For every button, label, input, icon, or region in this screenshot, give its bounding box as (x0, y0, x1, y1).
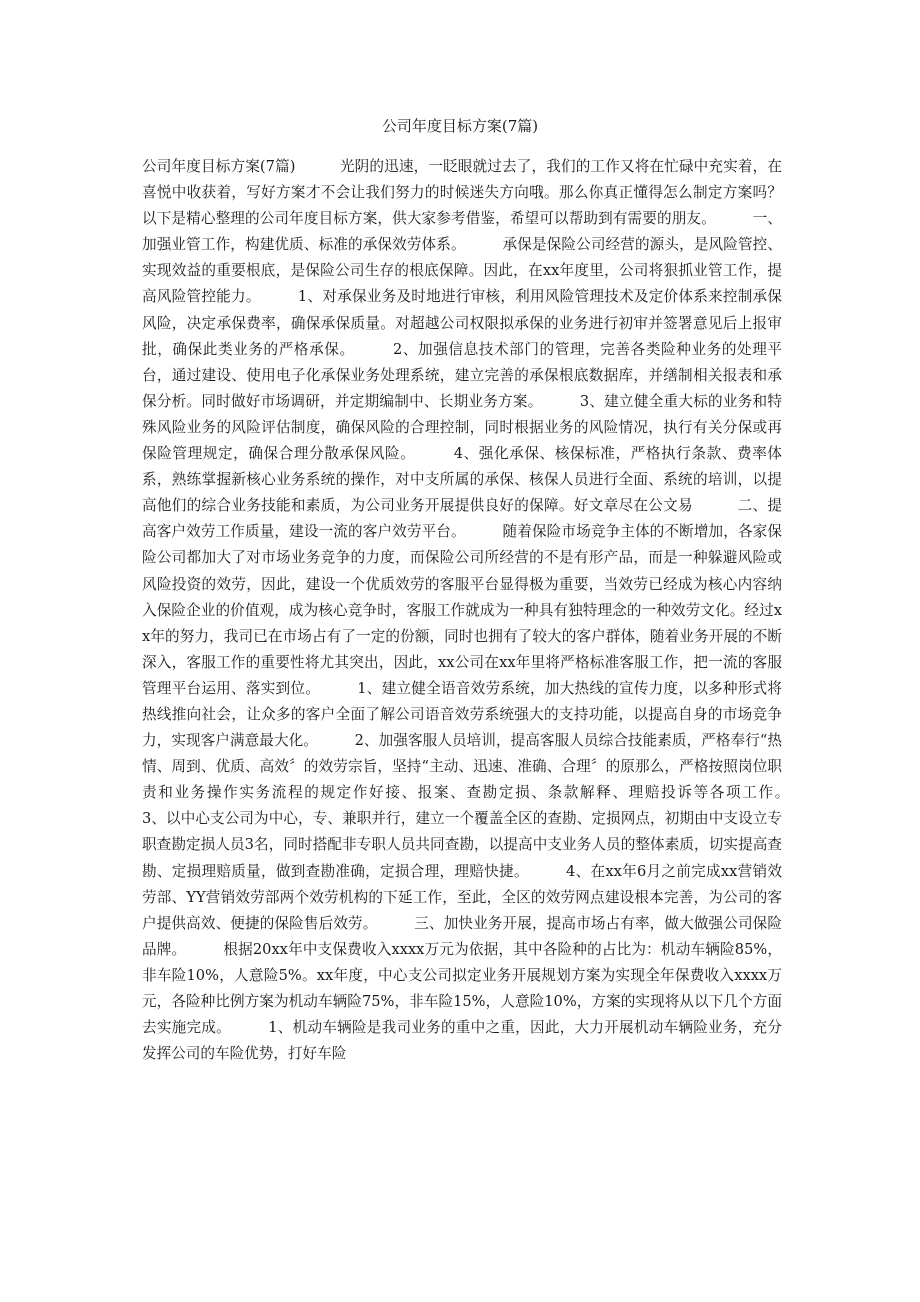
document-body: 公司年度目标方案(7篇) 光阴的迅速，一眨眼就过去了，我们的工作又将在忙碌中充实着，在喜悦中收获着，写好方案才不会让我们努力的时候迷失方向哦。那么你真正懂得怎么制定方案吗？以下是精心整理的公司年度目标方案，供大家参考借鉴，希望可以帮助到有需要的朋友。 一、加强业管工作，构建优质、标准的承保效劳体系。 承保是保险公司经营的源头，是风险管控、实现效益的重要根底，是保险公司生存的根底保障。因此，在xx年度里，公司将狠抓业管工作，提高风险管控能力。 1、对承保业务及时地进行审核，利用风险管理技术及定价体系来控制承保风险，决定承保费率，确保承保质量。对超越公司权限拟承保的业务进行初审并签署意见后上报审批，确保此类业务的严格承保。 2、加强信息技术部门的管理，完善各类险种业务的处理平台，通过建设、使用电子化承保业务处理系统，建立完善的承保根底数据库，并缮制相关报表和承保分析。同时做好市场调研，并定期编制中、长期业务方案。 3、建立健全重大标的业务和特殊风险业务的风险评估制度，确保风险的合理控制，同时根据业务的风险情况，执行有关分保或再保险管理规定，确保合理分散承保风险。 4、强化承保、核保标准，严格执行条款、费率体系，熟练掌握新核心业务系统的操作，对中支所属的承保、核保人员进行全面、系统的培训，以提高他们的综合业务技能和素质，为公司业务开展提供良好的保障。好文章尽在公文易 二、提高客户效劳工作质量，建设一流的客户效劳平台。 随着保险市场竞争主体的不断增加，各家保险公司都加大了对市场业务竞争的力度，而保险公司所经营的不是有形产品，而是一种躲避风险或风险投资的效劳，因此，建设一个优质效劳的客服平台显得极为重要，当效劳已经成为核心内容纳入保险企业的价值观，成为核心竞争时，客服工作就成为一种具有独特理念的一种效劳文化。经过xx年的努力，我司已在市场占有了一定的份额，同时也拥有了较大的客户群体，随着业务开展的不断深入，客服工作的重要性将尤其突出，因此，xx公司在xx年里将严格标准客服工作，把一流的客服管理平台运用、落实到位。 1、建立健全语音效劳系统，加大热线的宣传力度，以多种形式将热线推向社会，让众多的客户全面了解公司语音效劳系统强大的支持功能，以提高自身的市场竞争力，实现客户满意最大化。 2、加强客服人员培训，提高客服人员综合技能素质，严格奉行“热情、周到、优质、高效〞的效劳宗旨，坚持“主动、迅速、准确、合理〞的原那么，严格按照岗位职责和业务操作实务流程的规定作好接、报案、查勘定损、条款解释、理赔投诉等各项工作。 3、以中心支公司为中心，专、兼职并行，建立一个覆盖全区的查勘、定损网点，初期由中支设立专职查勘定损人员3名，同时搭配非专职人员共同查勘，以提高中支业务人员的整体素质，切实提高查勘、定损理赔质量，做到查勘准确，定损合理，理赔快捷。 4、在xx年6月之前完成xx营销效劳部、YY营销效劳部两个效劳机构的下延工作，至此，全区的效劳网点建设根本完善，为公司的客户提供高效、便捷的保险售后效劳。 三、加快业务开展，提高市场占有率，做大做强公司保险品牌。 根据20xx年中支保费收入xxxx万元为依据，其中各险种的占比为：机动车辆险85%，非车险10%，人意险5%。xx年度，中心支公司拟定业务开展规划方案为实现全年保费收入xxxx万元，各险种比例方案为机动车辆险75%，非车险15%，人意险10%，方案的实现将从以下几个方面去实施完成。 1、机动车辆险是我司业务的重中之重，因此，大力开展机动车辆险业务，充分发挥公司的车险优势，打好车险 (142, 158, 826, 1063)
document-title: 公司年度目标方案(7篇) (381, 117, 539, 135)
